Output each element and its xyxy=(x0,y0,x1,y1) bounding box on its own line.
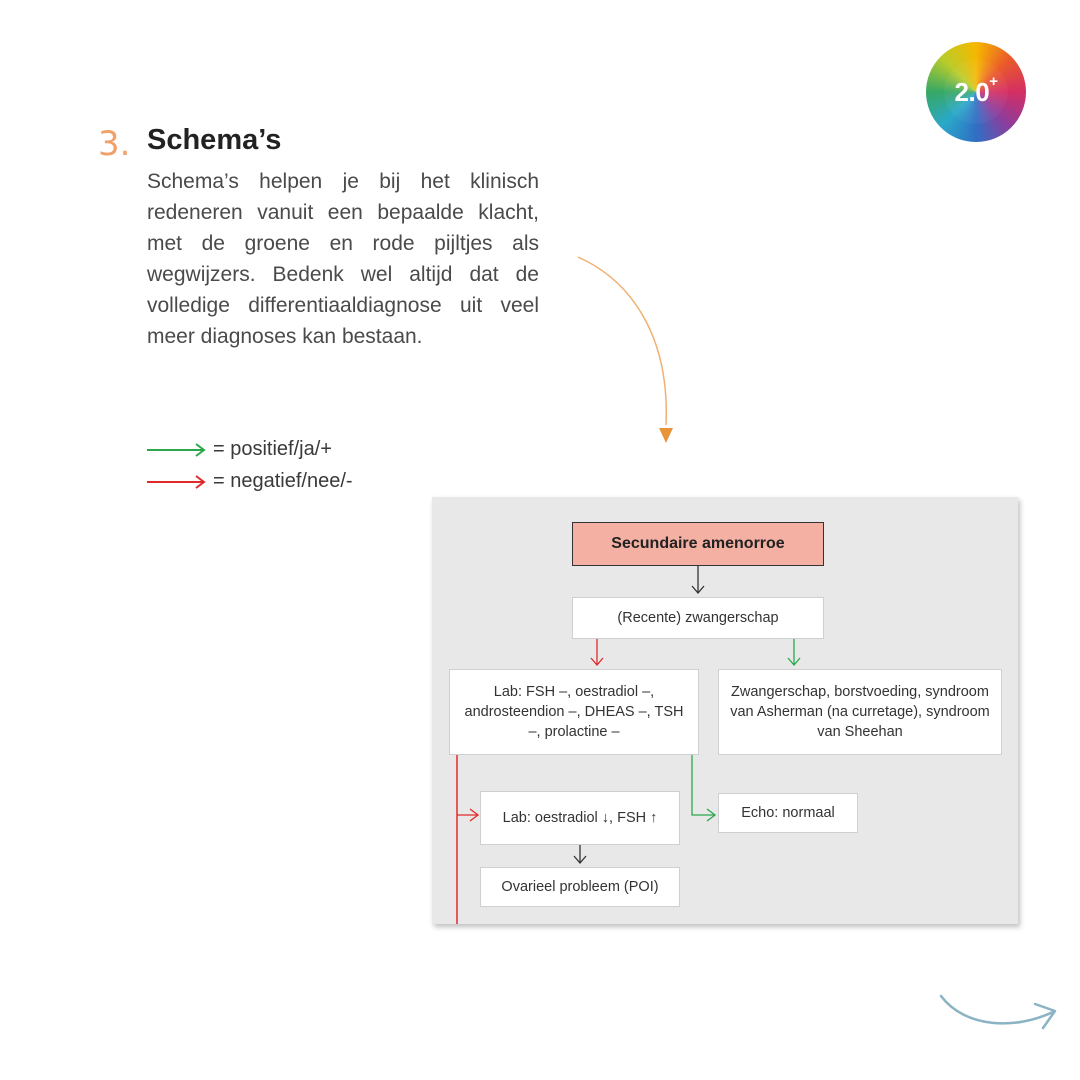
section-title: Schema’s xyxy=(147,124,282,156)
section-number: 3. xyxy=(98,124,131,164)
red-arrow-icon xyxy=(147,475,207,489)
node-ovarieel-probleem: Ovarieel probleem (POI) xyxy=(480,867,680,907)
node-zwangerschap-positive: Zwangerschap, borstvoeding, syndroom van Asherman (na curretage), syndroom van Sheehan xyxy=(718,669,1002,755)
legend-negative xyxy=(147,470,447,493)
flowchart-panel xyxy=(432,497,1018,924)
node-lab-negative: Lab: FSH –, oestradiol –, androsteendion –, DHEAS –, TSH –, prolactine – xyxy=(449,669,699,755)
legend-positive-label: = positief/ja/+ xyxy=(213,438,332,460)
legend-negative-label: = negatief/nee/- xyxy=(213,470,353,492)
badge-label: 2.0+ xyxy=(954,72,998,107)
node-secundaire-amenorroe: Secundaire amenorroe xyxy=(572,522,824,566)
node-echo-normaal: Echo: normaal xyxy=(718,793,858,833)
legend-positive xyxy=(147,438,447,461)
green-arrow-icon xyxy=(147,443,207,457)
curved-arrow-icon xyxy=(560,245,690,450)
badge-center xyxy=(944,60,1008,124)
next-page-arrow-icon[interactable] xyxy=(935,990,1065,1040)
node-lab-oestradiol: Lab: oestradiol ↓, FSH ↑ xyxy=(480,791,680,845)
node-recente-zwangerschap: (Recente) zwangerschap xyxy=(572,597,824,639)
edition-badge xyxy=(926,42,1026,142)
intro-paragraph: Schema’s helpen je bij het klinisch redeneren vanuit een bepaalde klacht, met de groene en rode pijltjes als wegwijzers. Bedenk wel altijd dat de volledige differentiaaldiagnose uit veel meer diagnoses kan bestaan. xyxy=(147,170,539,348)
